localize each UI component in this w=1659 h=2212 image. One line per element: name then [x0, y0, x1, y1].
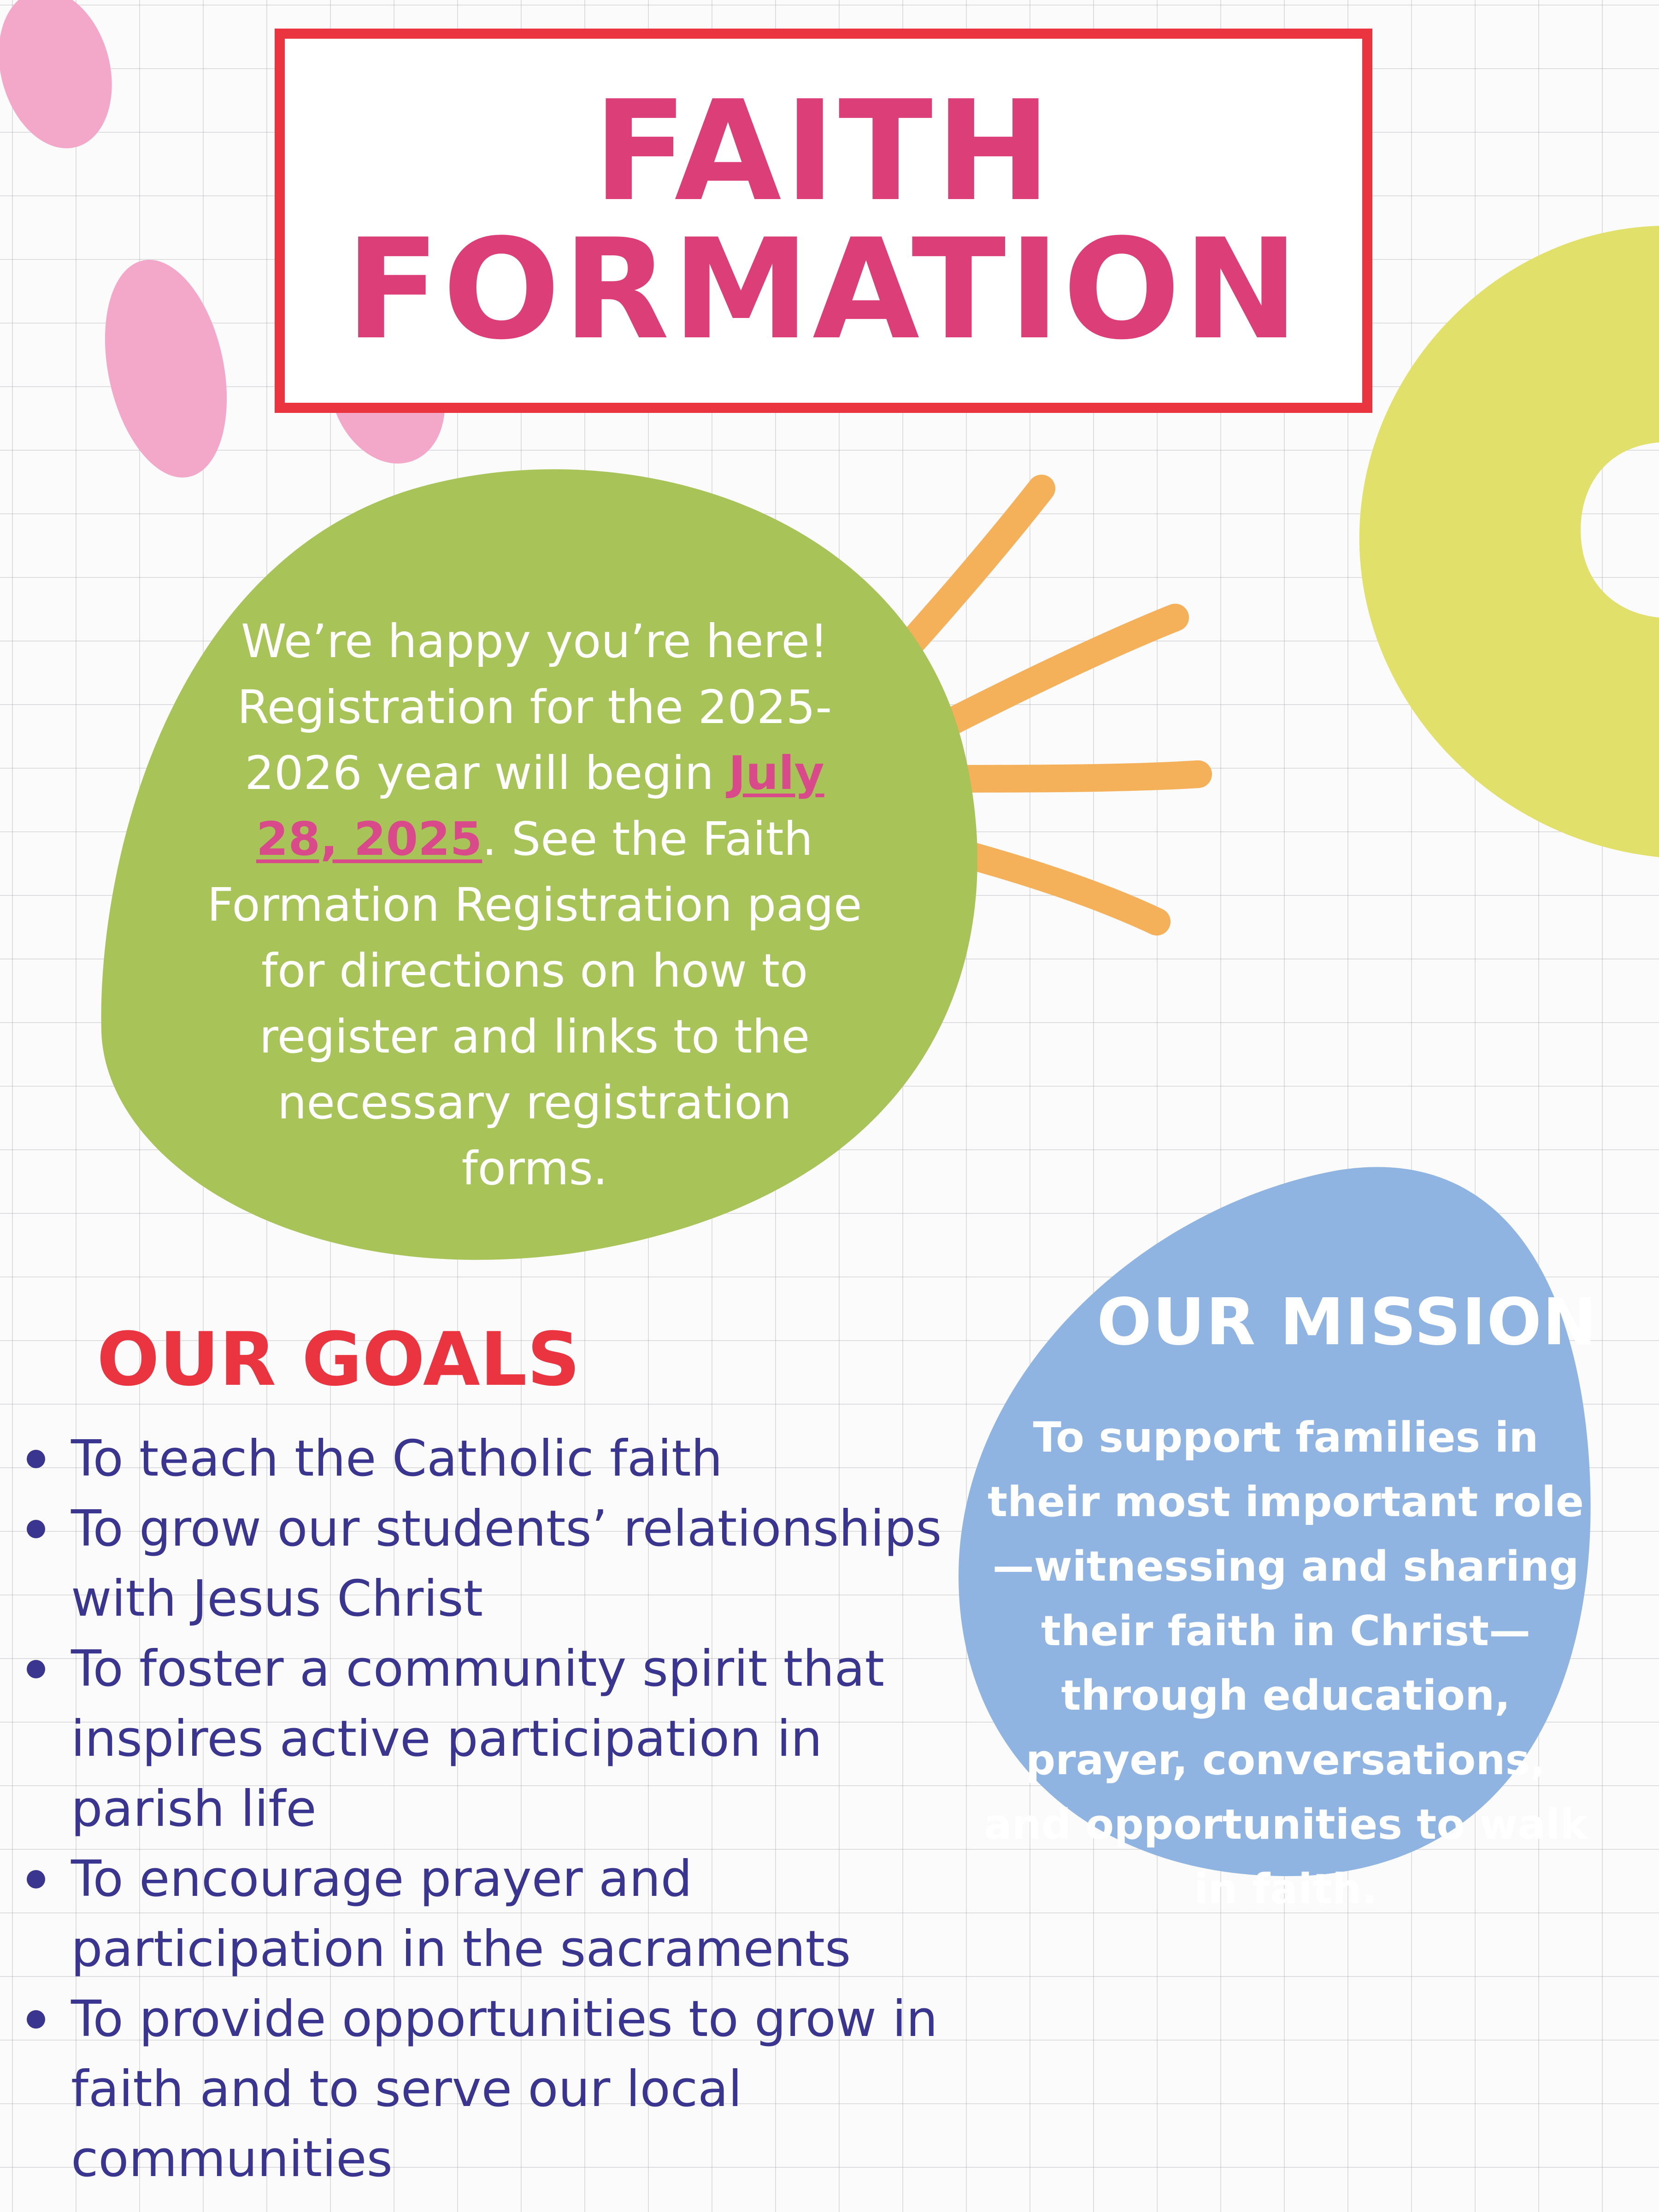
goal-item — [0, 1634, 945, 1844]
welcome-text-after: . See the Faith Formation Registration page for directions on how to register and links to the necessary registration forms. — [207, 812, 862, 1195]
goal-item — [0, 1424, 945, 1494]
bullet-icon — [27, 1870, 45, 1888]
goal-item — [0, 1844, 945, 1984]
goals-heading: OUR GOALS — [97, 1316, 580, 1402]
mission-heading: OUR MISSION — [1097, 1285, 1598, 1360]
goal-text: To teach the Catholic faith — [71, 1430, 723, 1488]
title-line-faith: FAITH — [593, 71, 1054, 232]
goal-text: To encourage prayer and participation in the sacraments — [71, 1850, 851, 1978]
registration-date-link[interactable]: July 28, 2025 — [256, 746, 824, 866]
goal-item — [0, 1494, 945, 1634]
title-line-formation: FORMATION — [345, 209, 1302, 370]
bullet-icon — [27, 2010, 45, 2029]
bullet-icon — [27, 1660, 45, 1678]
title-banner — [275, 29, 1372, 413]
pink-blob-top — [0, 0, 129, 161]
goal-item — [0, 1984, 945, 2194]
yellow-ring — [1359, 226, 1659, 857]
goal-text: To foster a community spirit that inspires active participation in parish life — [71, 1640, 885, 1838]
welcome-text-before: We’re happy you’re here! Registration for the 2025-2026 year will begin — [237, 614, 832, 800]
goal-text: To provide opportunities to grow in faith and to serve our local communities — [71, 1990, 938, 2188]
bullet-icon — [27, 1520, 45, 1538]
mission-text: To support families in their most important role—witnessing and sharing their faith in Christ—through education, prayer, conversations, and opportunities to walk in faith. — [983, 1413, 1588, 1913]
goals-list — [0, 1424, 945, 2194]
bullet-icon — [27, 1450, 45, 1468]
goal-text: To grow our students’ relationships with Jesus Christ — [71, 1500, 942, 1628]
pink-blob-middle — [87, 248, 245, 488]
welcome-message — [198, 608, 871, 1201]
